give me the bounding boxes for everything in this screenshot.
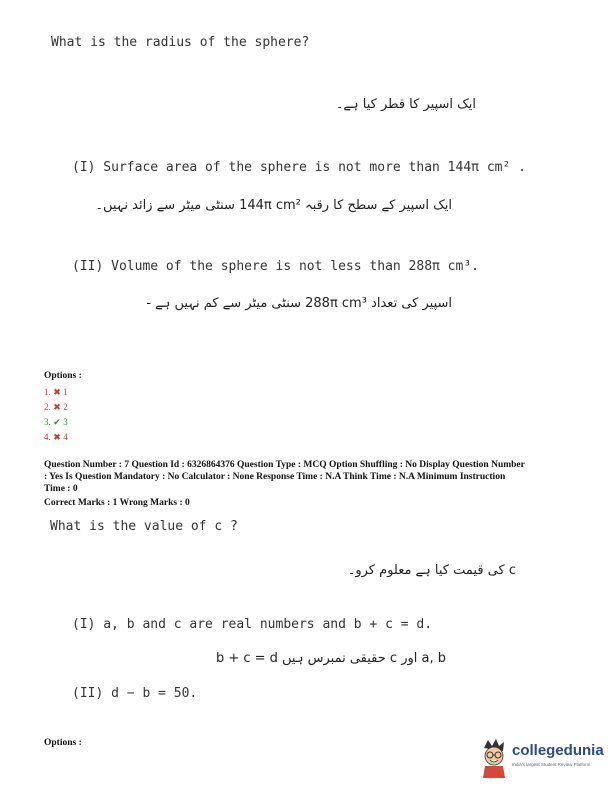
mascot-icon <box>478 738 510 778</box>
option-item[interactable] <box>44 402 68 413</box>
statement-2: (II) d − b = 50. <box>72 686 198 701</box>
logo-tagline: India's largest Student Review Platform <box>512 762 591 767</box>
option-number: 2. <box>44 402 51 412</box>
option-text: 4 <box>63 432 68 442</box>
option-number: 3. <box>44 417 51 427</box>
option-text: 2 <box>63 402 68 412</box>
question-text: What is the radius of the sphere? <box>51 35 310 50</box>
option-text: 3 <box>63 417 68 427</box>
question-meta-line: : Yes Is Question Mandatory : No Calculator : None Response Time : N.A Think Time : N.A Minimum Instruction <box>44 472 506 482</box>
question-text: What is the value of c ? <box>50 519 238 534</box>
collegedunia-logo <box>478 738 608 778</box>
option-item[interactable] <box>44 417 68 428</box>
option-number: 4. <box>44 432 51 442</box>
cross-icon: ✖ <box>53 432 61 442</box>
option-number: 1. <box>44 387 51 397</box>
cross-icon: ✖ <box>53 387 61 397</box>
statement-1-urdu: ایک اسپیر کے سطح کا رقبہ 144π cm² سنٹی میٹر سے زائد نہیں۔ <box>95 198 452 213</box>
options-heading: Options : <box>44 371 82 381</box>
option-text: 1 <box>63 387 68 397</box>
checkmark-icon: ✔ <box>53 417 61 427</box>
statement-2: (II) Volume of the sphere is not less than 288π cm³. <box>72 259 479 274</box>
question-meta-line: Question Number : 7 Question Id : 6326864376 Question Type : MCQ Option Shuffling : No Display Question Number <box>44 460 525 470</box>
options-heading: Options : <box>44 738 82 748</box>
statement-1: (I) a, b and c are real numbers and b + c = d. <box>72 617 433 632</box>
statement-1-urdu: a, b اور c حقیقی نمبرس ہیں b + c = d <box>215 651 446 666</box>
question-text-urdu: c کی قیمت کیا ہے معلوم کرو۔ <box>347 563 516 578</box>
question-meta-line: Time : 0 <box>44 484 78 494</box>
question-text-urdu: ایک اسپیر کا قطر کیا ہے۔ <box>335 97 476 112</box>
cross-icon: ✖ <box>53 402 61 412</box>
option-item[interactable] <box>44 432 68 443</box>
logo-name: collegedunia <box>512 742 604 759</box>
marks-info: Correct Marks : 1 Wrong Marks : 0 <box>44 498 190 508</box>
statement-1: (I) Surface area of the sphere is not more than 144π cm² . <box>72 160 526 175</box>
option-item[interactable] <box>44 387 68 398</box>
statement-2-urdu: اسپیر کی تعداد 288π cm³ سنٹی میٹر سے کم نہیں ہے - <box>146 296 452 311</box>
